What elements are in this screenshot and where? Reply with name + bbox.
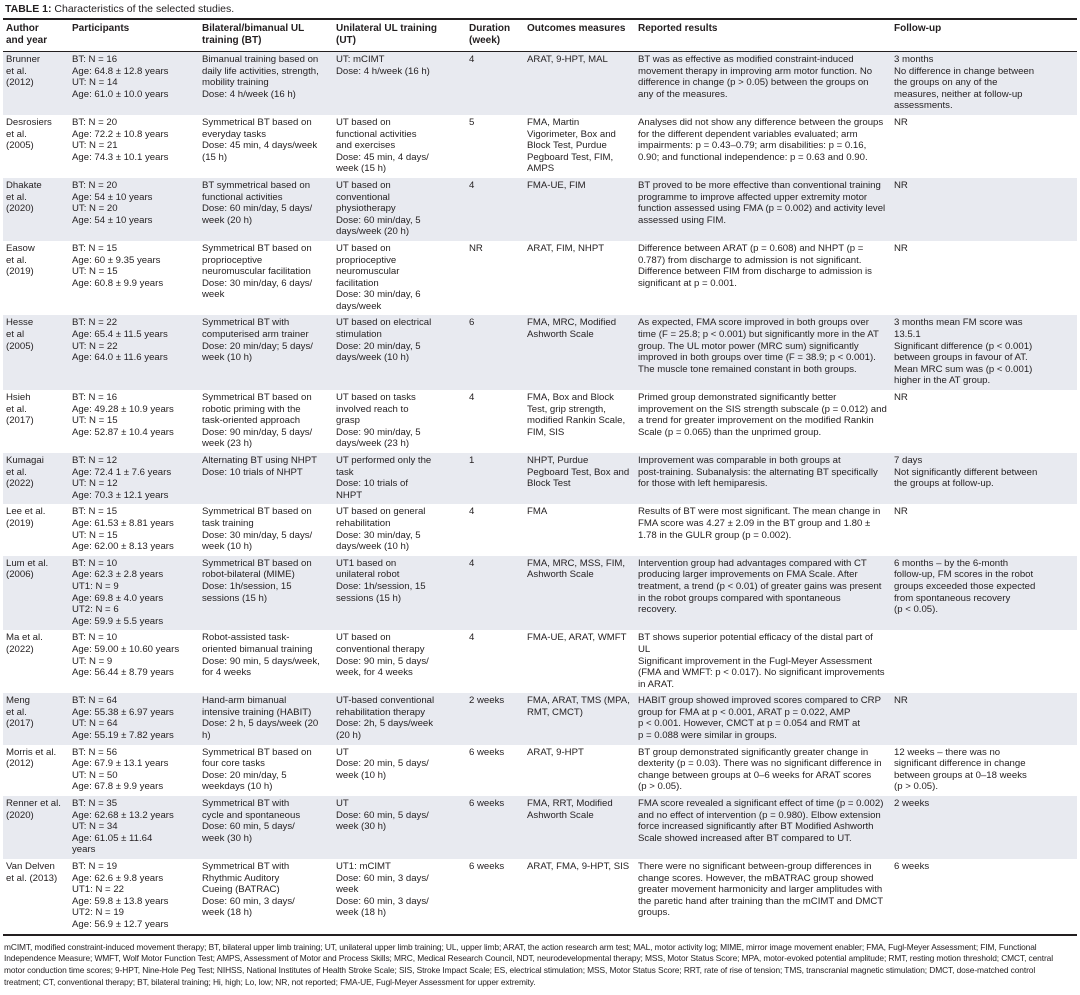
cell-bilateral-training: BT symmetrical based on functional activities Dose: 60 min/day, 5 days/ week (20 h) xyxy=(202,179,313,226)
cell-follow-up: 12 weeks – there was no significant difference in change between groups at 0–18 weeks (p > 0.05). xyxy=(894,746,1027,793)
table-row xyxy=(3,52,1077,115)
cell-author-year: Morris et al. (2012) xyxy=(6,746,57,770)
header-row xyxy=(3,19,1077,52)
cell-outcomes: FMA, Martin Vigorimeter, Box and Block Test, Purdue Pegboard Test, FIM, AMPS xyxy=(527,116,616,175)
cell-outcomes: FMA xyxy=(527,506,548,518)
cell-author-year: Easow et al. (2019) xyxy=(6,242,35,278)
cell-follow-up: 6 months – by the 6-month follow-up, FM scores in the robot groups exceeded those expected from spontaneous recovery (p < 0.05). xyxy=(894,557,1036,616)
cell-follow-up: 3 months No difference in change between the groups on any of the measures, neither at follow-up assessments. xyxy=(894,54,1035,112)
cell-author-year: Hsieh et al. (2017) xyxy=(6,392,34,427)
cell-unilateral-training: UT based on conventional physiotherapy Dose: 60 min/day, 5 days/week (20 h) xyxy=(336,179,421,238)
cell-participants: BT: N = 35 Age: 62.68 ± 13.2 years UT: N = 34 Age: 61.05 ± 11.64 years xyxy=(72,798,174,856)
cell-unilateral-training: UT based on general rehabilitation Dose: 30 min/day, 5 days/week (10 h) xyxy=(336,506,426,553)
cell-outcomes: ARAT, FMA, 9-HPT, SIS xyxy=(527,861,630,872)
header-duration: Duration (week) xyxy=(469,23,511,46)
cell-follow-up: 7 days Not significantly different between the groups at follow-up. xyxy=(894,455,1038,490)
table-footnote: mCIMT, modified constraint-induced movement therapy; BT, bilateral upper limb training; UT, unilateral upper limb training; UL, upper limb; ARAT, the action research arm test; MAL, motor activity log; MIME, mirror image movement enabler; FMA, Fugl-Meyer Assessment; FIM, Functional Independence Measure; WMFT, Wolf Motor Function Test; AMPS, Assessment of Motor and Process Skills; MRC, Medical Research Council, NDT, neurodevelopmental therapy; MSS, Motor Status Score; MPA, motor-evoked potential amplitude; RMT, resting motion threshold; CMCT, central motor conduction time scores; 9-HPT, Nine-Hole Peg Test; NIHSS, National Institutes of Health Stroke Scale; SIS, Stroke Impact Scale; ES, electrical stimulation; MSS, Motor Status Score; RRT, rate of rise of tension; TMS, transcranial magnetic stimulation; DMCT, dose-matched control treatment; CT, conventional therapy; BT, bilateral training; Hi, high; Lo, low; NR, not reported; FMA-UE, Fugl-Meyer Assessment for upper extremity. xyxy=(4,941,1053,987)
cell-author-year: Dhakate et al. (2020) xyxy=(6,179,42,215)
cell-duration: 4 xyxy=(469,392,475,404)
cell-results: BT group demonstrated significantly greater change in dexterity (p = 0.03). There was no significant difference in change between groups at 0–6 weeks for ARAT scores (p > 0.05). xyxy=(638,746,882,793)
table-row xyxy=(3,693,1077,744)
cell-follow-up: 6 weeks xyxy=(894,861,930,872)
cell-bilateral-training: Symmetrical BT with cycle and spontaneous Dose: 60 min, 5 days/ week (30 h) xyxy=(202,798,301,844)
cell-bilateral-training: Symmetrical BT with Rhythmic Auditory Cueing (BATRAC) Dose: 60 min, 3 days/ week (18 h) xyxy=(202,861,295,919)
cell-participants: BT: N = 20 Age: 72.2 ± 10.8 years UT: N = 21 Age: 74.3 ± 10.1 years xyxy=(72,116,169,163)
cell-results: HABIT group showed improved scores compared to CRP group for FMA at p < 0.001, ARAT p = 0.022, AMP p < 0.001. However, CMCT at p = 0.054 and RMT at p = 0.088 were similar in groups. xyxy=(638,695,881,742)
cell-unilateral-training: UT: mCIMT Dose: 4 h/week (16 h) xyxy=(336,54,430,77)
cell-follow-up: NR xyxy=(894,242,908,254)
cell-participants: BT: N = 19 Age: 62.6 ± 9.8 years UT1: N = 22 Age: 59.8 ± 13.8 years UT2: N = 19 Age: 56.9 ± 12.7 years xyxy=(72,861,169,930)
table-row xyxy=(3,241,1077,316)
cell-unilateral-training: UT Dose: 60 min, 5 days/ week (30 h) xyxy=(336,798,429,833)
table-row xyxy=(3,453,1077,504)
cell-results: BT shows superior potential efficacy of the distal part of UL Significant improvement in the Fugl-Meyer Assessment (FMA and WMFT: p < 0.017). No significant improvements in ARAT. xyxy=(638,632,885,690)
table-row xyxy=(3,745,1077,796)
cell-participants: BT: N = 16 Age: 64.8 ± 12.8 years UT: N = 14 Age: 61.0 ± 10.0 years xyxy=(72,54,169,100)
cell-outcomes: NHPT, Purdue Pegboard Test, Box and Block Test xyxy=(527,455,630,490)
cell-bilateral-training: Symmetrical BT based on robot-bilateral (MIME) Dose: 1h/session, 15 sessions (15 h) xyxy=(202,557,312,604)
cell-outcomes: ARAT, FIM, NHPT xyxy=(527,242,605,254)
cell-participants: BT: N = 15 Age: 60 ± 9.35 years UT: N = 15 Age: 60.8 ± 9.9 years xyxy=(72,242,164,289)
cell-unilateral-training: UT1: mCIMT Dose: 60 min, 3 days/ week Dose: 60 min, 3 days/ week (18 h) xyxy=(336,861,429,919)
cell-results: BT proved to be more effective than conventional training programme to improve affected upper extremity motor function assessed using FMA (p = 0.002) and activity level assessed using FIM. xyxy=(638,179,886,226)
cell-results: Difference between ARAT (p = 0.608) and NHPT (p = 0.787) from discharge to admission is not significant. Difference between FIM from discharge to admission is significant at p = 0.001. xyxy=(638,242,872,289)
table-row xyxy=(3,315,1077,390)
cell-author-year: Van Delven et al. (2013) xyxy=(6,861,58,884)
header-follow-up: Follow-up xyxy=(894,23,942,34)
cell-bilateral-training: Symmetrical BT based on robotic priming with the task-oriented approach Dose: 90 min/day, 5 days/ week (23 h) xyxy=(202,392,313,450)
cell-bilateral-training: Alternating BT using NHPT Dose: 10 trials of NHPT xyxy=(202,455,317,478)
table-caption xyxy=(5,3,1080,16)
cell-bilateral-training: Symmetrical BT based on proprioceptive neuromuscular facilitation Dose: 30 min/day, 6 days/ week xyxy=(202,242,313,301)
cell-results: There were no significant between-group differences in change scores. However, the mBATRAC group showed greater movement harmonicity and larger amplitudes with the paretic hand after training than the mCIMT and DMCT groups. xyxy=(638,861,884,919)
cell-duration: 4 xyxy=(469,632,475,644)
cell-outcomes: FMA, Box and Block Test, grip strength, modified Rankin Scale, FIM, SIS xyxy=(527,392,626,438)
table-row xyxy=(3,796,1077,859)
cell-results: Intervention group had advantages compared with CT producing larger improvements on FMA Scale. After treatment, a trend (p < 0.01) of greater gains was present in the robot groups compared with spontaneous recovery. xyxy=(638,557,882,616)
cell-unilateral-training: UT based on conventional therapy Dose: 90 min, 5 days/ week, for 4 weeks xyxy=(336,632,429,679)
cell-results: As expected, FMA score improved in both groups over time (F = 25.8; p < 0.001) but significantly more in the AT group. The UL motor power (MRC sum) significantly improved in both groups over time (F = 38.9; p < 0.001). The muscle tone remained constant in both groups. xyxy=(638,317,879,375)
cell-author-year: Brunner et al. (2012) xyxy=(6,54,41,89)
cell-unilateral-training: UT performed only the task Dose: 10 trials of NHPT xyxy=(336,455,432,501)
cell-duration: 6 xyxy=(469,317,475,329)
cell-duration: 6 weeks xyxy=(469,746,505,758)
cell-participants: BT: N = 10 Age: 59.00 ± 10.60 years UT: N = 9 Age: 56.44 ± 8.79 years xyxy=(72,632,180,679)
cell-author-year: Ma et al. (2022) xyxy=(6,632,43,655)
cell-unilateral-training: UT Dose: 20 min, 5 days/ week (10 h) xyxy=(336,746,429,781)
cell-duration: 4 xyxy=(469,54,475,65)
header-author-year: Author and year xyxy=(6,23,48,46)
cell-bilateral-training: Symmetrical BT based on everyday tasks Dose: 45 min, 4 days/week (15 h) xyxy=(202,116,318,163)
cell-duration: 2 weeks xyxy=(469,695,505,707)
table-row xyxy=(3,859,1077,935)
cell-unilateral-training: UT based on functional activities and exercises Dose: 45 min, 4 days/ week (15 h) xyxy=(336,116,429,175)
cell-results: Results of BT were most significant. The mean change in FMA score was 4.27 ± 2.09 in the BT group and 1.80 ± 1.78 in the GULR group (p = 0.002). xyxy=(638,506,881,541)
cell-unilateral-training: UT-based conventional rehabilitation therapy Dose: 2h, 5 days/week (20 h) xyxy=(336,695,435,742)
cell-follow-up: 2 weeks xyxy=(894,798,930,810)
cell-duration: 1 xyxy=(469,455,475,466)
cell-outcomes: FMA, MRC, MSS, FIM, Ashworth Scale xyxy=(527,557,626,581)
cell-bilateral-training: Symmetrical BT based on four core tasks Dose: 20 min/day, 5 weekdays (10 h) xyxy=(202,746,312,793)
cell-unilateral-training: UT based on proprioceptive neuromuscular facilitation Dose: 30 min/day, 6 days/week xyxy=(336,242,421,312)
cell-duration: 5 xyxy=(469,116,475,128)
table-row xyxy=(3,390,1077,453)
cell-duration: 4 xyxy=(469,179,475,191)
cell-author-year: Renner et al. (2020) xyxy=(6,798,61,821)
table-row xyxy=(3,178,1077,241)
cell-duration: 6 weeks xyxy=(469,798,505,810)
table-row xyxy=(3,556,1077,631)
cell-participants: BT: N = 15 Age: 61.53 ± 8.81 years UT: N = 15 Age: 62.00 ± 8.13 years xyxy=(72,506,174,553)
cell-participants: BT: N = 10 Age: 62.3 ± 2.8 years UT1: N = 9 Age: 69.8 ± 4.0 years UT2: N = 6 Age: 59.9 ± 5.5 years xyxy=(72,557,164,627)
cell-outcomes: FMA, ARAT, TMS (MPA, RMT, CMCT) xyxy=(527,695,630,718)
header-bilateral-training: Bilateral/bimanual UL training (BT) xyxy=(202,23,305,46)
cell-outcomes: FMA-UE, ARAT, WMFT xyxy=(527,632,627,644)
cell-participants: BT: N = 56 Age: 67.9 ± 13.1 years UT: N = 50 Age: 67.8 ± 9.9 years xyxy=(72,746,169,793)
cell-unilateral-training: UT based on tasks involved reach to grasp Dose: 90 min/day, 5 days/week (23 h) xyxy=(336,392,421,450)
cell-follow-up: NR xyxy=(894,179,908,191)
table-row xyxy=(3,115,1077,178)
cell-bilateral-training: Symmetrical BT based on task training Dose: 30 min/day, 5 days/ week (10 h) xyxy=(202,506,313,553)
cell-author-year: Hesse et al (2005) xyxy=(6,317,34,352)
cell-follow-up: NR xyxy=(894,506,908,518)
cell-outcomes: FMA, MRC, Modified Ashworth Scale xyxy=(527,317,617,341)
studies-table xyxy=(3,18,1077,936)
cell-follow-up xyxy=(891,630,1077,693)
cell-participants: BT: N = 12 Age: 72.4 1 ± 7.6 years UT: N = 12 Age: 70.3 ± 12.1 years xyxy=(72,455,172,501)
cell-participants: BT: N = 22 Age: 65.4 ± 11.5 years UT: N = 22 Age: 64.0 ± 11.6 years xyxy=(72,317,168,364)
cell-bilateral-training: Hand-arm bimanual intensive training (HABIT) Dose: 2 h, 5 days/week (20 h) xyxy=(202,695,319,742)
table-row xyxy=(3,504,1077,555)
caption-label: TABLE 1: xyxy=(5,3,52,15)
cell-author-year: Lee et al. (2019) xyxy=(6,506,46,529)
cell-results: BT was as effective as modified constraint-induced movement therapy in improving arm motor function. No difference in change (p > 0.05) between the groups on any of the measures. xyxy=(638,54,873,100)
cell-unilateral-training: UT based on electrical stimulation Dose: 20 min/day, 5 days/week (10 h) xyxy=(336,317,432,364)
cell-author-year: Lum et al. (2006) xyxy=(6,557,49,581)
cell-results: FMA score revealed a significant effect of time (p = 0.002) and no effect of intervention (p = 0.980). Elbow extension force increased significantly after BT Modified Ashworth Scale showed increased after BT compared to UT. xyxy=(638,798,884,844)
cell-follow-up: NR xyxy=(894,695,908,707)
cell-bilateral-training: Bimanual training based on daily life activities, strength, mobility training Dose: 4 h/week (16 h) xyxy=(202,54,319,100)
cell-duration: NR xyxy=(469,242,483,254)
cell-author-year: Meng et al. (2017) xyxy=(6,695,34,730)
cell-outcomes: ARAT, 9-HPT, MAL xyxy=(527,54,608,65)
cell-duration: 6 weeks xyxy=(469,861,505,872)
cell-results: Primed group demonstrated significantly better improvement on the SIS strength subscale (p = 0.012) and a trend for greater improvement on the modified Rankin Scale (p = 0.065) than the unprimed group. xyxy=(638,392,887,438)
cell-participants: BT: N = 16 Age: 49.28 ± 10.9 years UT: N = 15 Age: 52.87 ± 10.4 years xyxy=(72,392,174,438)
header-unilateral-training: Unilateral UL training (UT) xyxy=(336,23,437,46)
header-participants: Participants xyxy=(72,23,130,34)
table-body xyxy=(3,52,1077,935)
cell-bilateral-training: Robot-assisted task- oriented bimanual training Dose: 90 min, 5 days/week, for 4 weeks xyxy=(202,632,320,679)
header-results: Reported results xyxy=(638,23,718,34)
cell-follow-up: NR xyxy=(894,116,908,128)
cell-outcomes: FMA-UE, FIM xyxy=(527,179,586,191)
cell-follow-up: 3 months mean FM score was 13.5.1 Significant difference (p < 0.001) between groups in favour of AT. Mean MRC sum was (p < 0.001) higher in the AT group. xyxy=(894,317,1033,387)
cell-outcomes: ARAT, 9-HPT xyxy=(527,746,584,758)
cell-author-year: Desrosiers et al. (2005) xyxy=(6,116,52,152)
cell-results: Analyses did not show any difference between the groups for the different dependent variables evaluated; arm impairments: p = 0.43–0.79; arm disabilities: p = 0.16, 0.90; and functional independence: p = 0.63 and 0.90. xyxy=(638,116,884,163)
table-row xyxy=(3,630,1077,693)
cell-bilateral-training: Symmetrical BT with computerised arm trainer Dose: 20 min/day; 5 days/ week (10 h) xyxy=(202,317,313,364)
cell-duration: 4 xyxy=(469,506,475,518)
cell-follow-up: NR xyxy=(894,392,908,404)
cell-author-year: Kumagai et al. (2022) xyxy=(6,455,44,490)
caption-text: Characteristics of the selected studies. xyxy=(51,3,235,15)
cell-participants: BT: N = 64 Age: 55.38 ± 6.97 years UT: N = 64 Age: 55.19 ± 7.82 years xyxy=(72,695,174,742)
cell-results: Improvement was comparable in both groups at post-training. Subanalysis: the alternating BT specifically for those with left hemiparesis. xyxy=(638,455,878,490)
cell-participants: BT: N = 20 Age: 54 ± 10 years UT: N = 20 Age: 54 ± 10 years xyxy=(72,179,153,226)
cell-outcomes: FMA, RRT, Modified Ashworth Scale xyxy=(527,798,613,821)
cell-duration: 4 xyxy=(469,557,475,569)
cell-unilateral-training: UT1 based on unilateral robot Dose: 1h/session, 15 sessions (15 h) xyxy=(336,557,426,604)
header-outcomes: Outcomes measures xyxy=(527,23,626,34)
